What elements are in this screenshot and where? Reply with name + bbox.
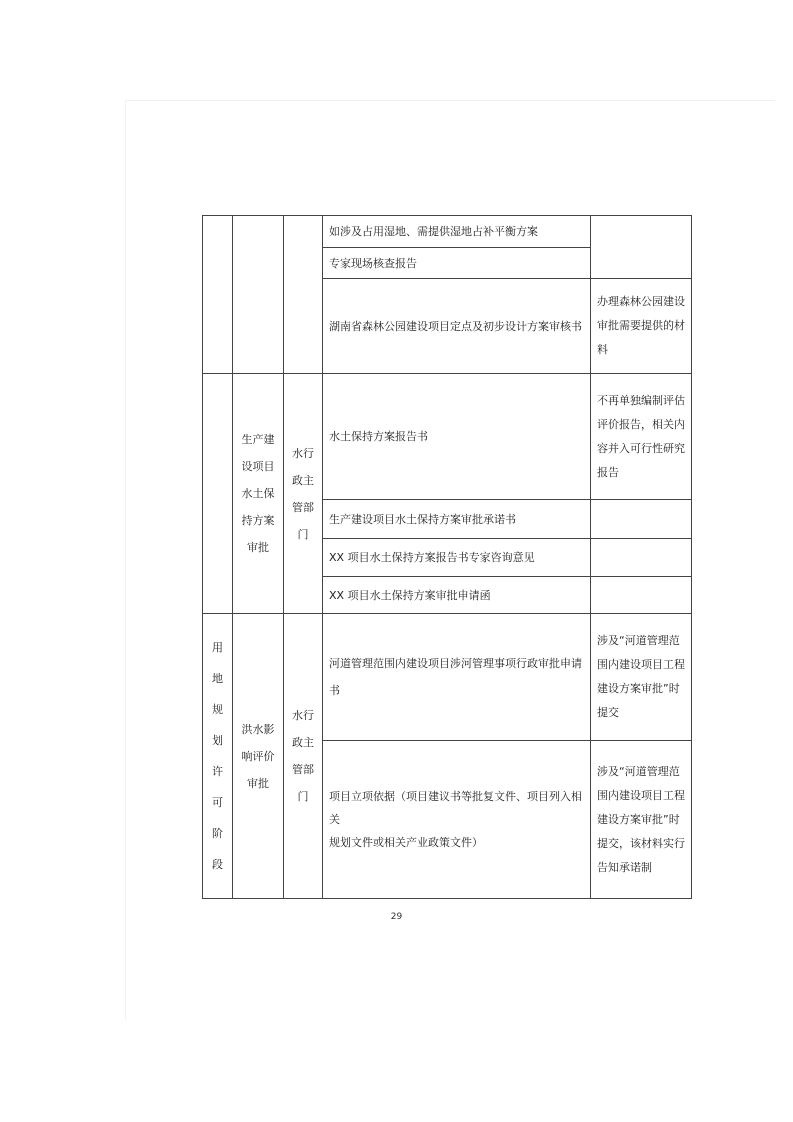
material-cell [323, 577, 591, 614]
note-line: 围内建设项目工程 [597, 658, 685, 671]
department-cell [284, 216, 323, 374]
dept-line: 管部 [292, 763, 314, 776]
item-line: 审批 [247, 541, 269, 554]
material-text: 河道管理范围内建设项目涉河管理事项行政审批申请书 [329, 657, 582, 697]
note-line: 涉及“河道管理范 [597, 764, 680, 778]
department-cell [284, 614, 323, 899]
note-line: 报告 [597, 465, 619, 479]
approval-item-cell [233, 614, 284, 899]
note-cell [591, 374, 692, 500]
item-line: 洪水影 [241, 722, 275, 736]
note-cell [591, 741, 692, 899]
stage-char: 用 [212, 641, 223, 654]
item-line: 设项目 [241, 460, 275, 473]
stage-char: 段 [212, 858, 223, 871]
material-cell [323, 374, 591, 500]
note-cell [591, 577, 692, 614]
stage-char: 规 [212, 703, 223, 716]
material-cell [323, 279, 591, 374]
note-line: 提交，该材料实行 [597, 836, 685, 850]
stage-char: 划 [212, 734, 223, 747]
material-cell [323, 741, 591, 899]
material-text: 湖南省森林公园建设项目定点及初步设计方案审核书 [329, 319, 582, 333]
dept-line: 管部 [292, 500, 314, 514]
dept-line: 政主 [292, 473, 314, 487]
approval-item-cell [233, 374, 284, 614]
material-text: 专家现场核查报告 [329, 256, 417, 270]
material-text: XX 项目水土保持方案报告书专家咨询意见 [329, 551, 535, 564]
material-cell [323, 500, 591, 539]
note-cell [591, 614, 692, 741]
stage-char: 地 [212, 672, 223, 685]
table-row [203, 614, 692, 741]
note-line: 评价报告，相关内 [597, 417, 685, 431]
material-cell [323, 539, 591, 577]
note-line: 提交 [597, 706, 619, 719]
material-text: XX 项目水土保持方案审批申请函 [329, 588, 491, 602]
stage-cell [203, 216, 233, 374]
material-cell [323, 248, 591, 279]
item-line: 持方案 [241, 514, 275, 527]
item-line: 生产建 [241, 433, 275, 446]
note-line: 建设方案审批”时 [597, 812, 680, 826]
stage-char: 可 [212, 796, 223, 809]
item-line: 水土保 [241, 487, 275, 500]
note-cell [591, 539, 692, 577]
material-text: 生产建设项目水土保持方案审批承诺书 [329, 512, 516, 526]
note-cell [591, 216, 692, 279]
stage-cell [203, 374, 233, 614]
approval-materials-table [202, 215, 692, 899]
dept-line: 水行 [292, 709, 314, 722]
material-cell [323, 216, 591, 248]
table-row [203, 216, 692, 248]
dept-line: 水行 [292, 446, 314, 460]
dept-line: 政主 [292, 736, 314, 749]
dept-line: 门 [297, 790, 309, 803]
note-line: 建设方案审批”时 [597, 682, 680, 695]
dept-line: 门 [297, 527, 309, 541]
material-text: 规划文件或相关产业政策文件） [329, 836, 483, 849]
stage-cell [203, 614, 233, 899]
material-cell [323, 614, 591, 741]
note-line: 料 [597, 343, 608, 356]
note-line: 办理森林公园建设 [597, 295, 685, 308]
material-text: 如涉及占用湿地、需提供湿地占补平衡方案 [329, 225, 538, 238]
page-edge [125, 100, 775, 101]
note-cell [591, 279, 692, 374]
page-number: 29 [390, 912, 403, 922]
note-line: 容并入可行性研究 [597, 441, 685, 455]
department-cell [284, 374, 323, 614]
note-line: 不再单独编制评估 [597, 393, 685, 407]
item-line: 审批 [247, 776, 269, 790]
material-text: 项目立项依据（项目建议书等批复文件、项目列入相关 [329, 790, 582, 826]
note-line: 涉及“河道管理范 [597, 634, 680, 647]
stage-char: 许 [212, 765, 223, 778]
note-line: 审批需要提供的材 [597, 319, 685, 332]
stage-char: 阶 [212, 827, 223, 840]
note-cell [591, 500, 692, 539]
item-line: 响评价 [241, 749, 275, 763]
table-row [203, 374, 692, 500]
approval-item-cell [233, 216, 284, 374]
page-edge [125, 100, 126, 1020]
note-line: 围内建设项目工程 [597, 788, 685, 802]
note-line: 告知承诺制 [597, 860, 652, 874]
material-text: 水土保持方案报告书 [329, 430, 428, 443]
